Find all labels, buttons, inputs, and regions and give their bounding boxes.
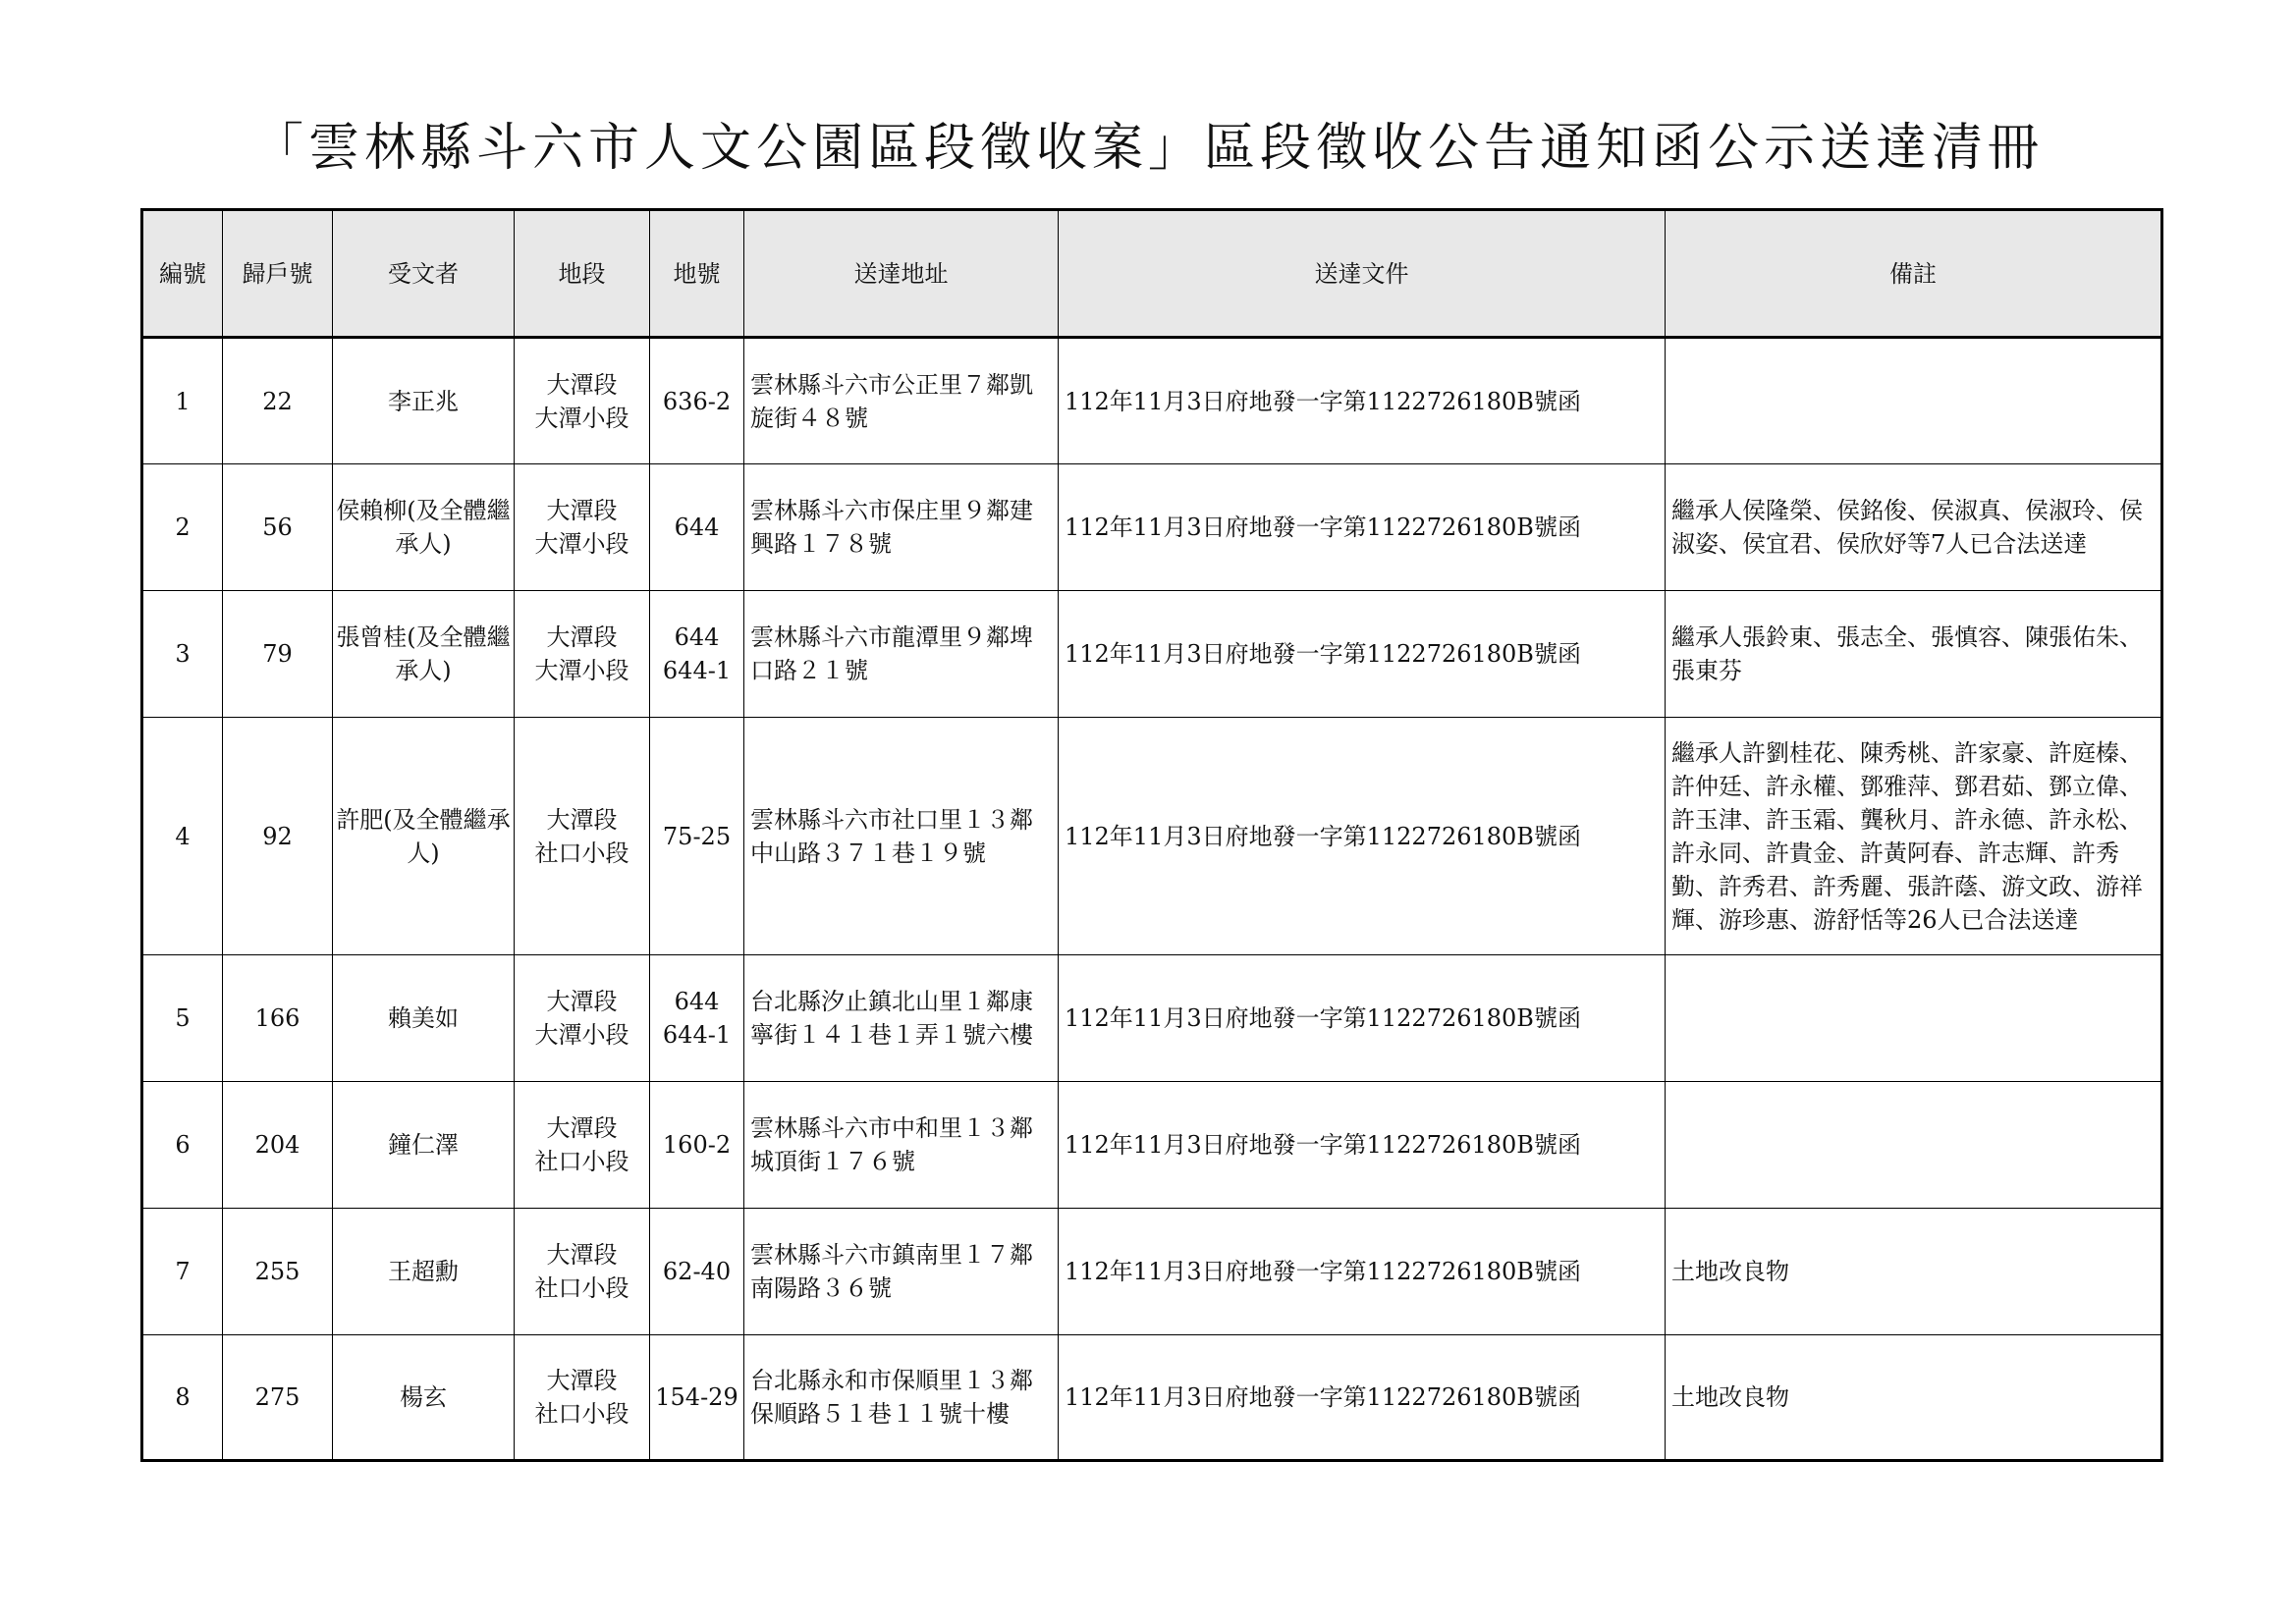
subsection-name: 社口小段 xyxy=(534,1148,629,1175)
cell-household: 275 xyxy=(223,1335,333,1461)
lot-number: 644-1 xyxy=(662,657,732,684)
cell-document: 112年11月3日府地發一字第1122726180B號函 xyxy=(1059,1209,1666,1335)
subsection-name: 大潭小段 xyxy=(534,657,629,684)
cell-lot xyxy=(650,1209,744,1335)
cell-lot xyxy=(650,1082,744,1209)
cell-remarks xyxy=(1666,338,2162,464)
lot-number: 75-25 xyxy=(662,822,732,850)
cell-no: 5 xyxy=(142,955,223,1082)
section-name: 大潭段 xyxy=(546,497,618,524)
lot-number: 644 xyxy=(674,514,720,541)
section-name: 大潭段 xyxy=(546,1114,618,1142)
section-name: 大潭段 xyxy=(546,988,618,1015)
cell-lot xyxy=(650,591,744,718)
cell-household: 166 xyxy=(223,955,333,1082)
cell-no: 4 xyxy=(142,718,223,955)
section-name: 大潭段 xyxy=(546,1367,618,1394)
cell-no: 3 xyxy=(142,591,223,718)
cell-address: 雲林縣斗六市公正里７鄰凱旋街４８號 xyxy=(744,338,1059,464)
cell-recipient: 許肥(及全體繼承人) xyxy=(333,718,515,955)
cell-document: 112年11月3日府地發一字第1122726180B號函 xyxy=(1059,1335,1666,1461)
cell-document: 112年11月3日府地發一字第1122726180B號函 xyxy=(1059,591,1666,718)
cell-remarks: 繼承人侯隆榮、侯銘俊、侯淑真、侯淑玲、侯淑姿、侯宜君、侯欣妤等7人已合法送達 xyxy=(1666,464,2162,591)
lot-number: 160-2 xyxy=(662,1131,732,1159)
header-lot: 地號 xyxy=(650,210,744,338)
cell-document: 112年11月3日府地發一字第1122726180B號函 xyxy=(1059,1082,1666,1209)
subsection-name: 社口小段 xyxy=(534,1274,629,1302)
cell-section xyxy=(515,955,650,1082)
delivery-roster-table xyxy=(140,208,2163,1462)
cell-no: 2 xyxy=(142,464,223,591)
cell-section xyxy=(515,1335,650,1461)
cell-lot xyxy=(650,1335,744,1461)
section-name: 大潭段 xyxy=(546,370,618,399)
header-document: 送達文件 xyxy=(1059,210,1666,338)
table-row xyxy=(142,1209,2162,1335)
cell-address: 台北縣永和市保順里１３鄰保順路５１巷１１號十樓 xyxy=(744,1335,1059,1461)
header-section: 地段 xyxy=(515,210,650,338)
cell-lot xyxy=(650,338,744,464)
cell-address: 台北縣汐止鎮北山里１鄰康寧街１４１巷１弄１號六樓 xyxy=(744,955,1059,1082)
section-name: 大潭段 xyxy=(546,623,618,651)
cell-household: 204 xyxy=(223,1082,333,1209)
cell-section xyxy=(515,718,650,955)
cell-no: 8 xyxy=(142,1335,223,1461)
lot-number: 644 xyxy=(674,988,720,1015)
lot-number: 644-1 xyxy=(662,1021,732,1049)
cell-remarks: 繼承人許劉桂花、陳秀桃、許家豪、許庭榛、許仲廷、許永權、鄧雅萍、鄧君茹、鄧立偉、許玉津、許玉霜、龔秋月、許永德、許永松、許永同、許貴金、許黃阿春、許志輝、許秀勤、許秀君、許秀麗、張許蔭、游文政、游祥輝、游珍惠、游舒恬等26人已合法送達 xyxy=(1666,718,2162,955)
section-name: 大潭段 xyxy=(546,1241,618,1269)
cell-document: 112年11月3日府地發一字第1122726180B號函 xyxy=(1059,718,1666,955)
cell-remarks xyxy=(1666,955,2162,1082)
cell-recipient: 侯賴柳(及全體繼承人) xyxy=(333,464,515,591)
cell-lot xyxy=(650,464,744,591)
cell-document: 112年11月3日府地發一字第1122726180B號函 xyxy=(1059,464,1666,591)
table-row xyxy=(142,718,2162,955)
lot-number: 636-2 xyxy=(662,387,732,415)
cell-section xyxy=(515,591,650,718)
table-row xyxy=(142,955,2162,1082)
cell-household: 22 xyxy=(223,338,333,464)
header-remarks: 備註 xyxy=(1666,210,2162,338)
cell-recipient: 賴美如 xyxy=(333,955,515,1082)
cell-lot xyxy=(650,955,744,1082)
cell-section xyxy=(515,1209,650,1335)
cell-document: 112年11月3日府地發一字第1122726180B號函 xyxy=(1059,338,1666,464)
cell-document: 112年11月3日府地發一字第1122726180B號函 xyxy=(1059,955,1666,1082)
cell-section xyxy=(515,338,650,464)
section-name: 大潭段 xyxy=(546,805,618,834)
cell-remarks xyxy=(1666,1082,2162,1209)
table-row xyxy=(142,1335,2162,1461)
table-row xyxy=(142,338,2162,464)
cell-remarks: 土地改良物 xyxy=(1666,1335,2162,1461)
table-row xyxy=(142,464,2162,591)
subsection-name: 社口小段 xyxy=(534,839,629,867)
cell-address: 雲林縣斗六市社口里１３鄰中山路３７１巷１９號 xyxy=(744,718,1059,955)
lot-number: 154-29 xyxy=(655,1383,738,1411)
cell-section xyxy=(515,1082,650,1209)
cell-address: 雲林縣斗六市龍潭里９鄰埤口路２１號 xyxy=(744,591,1059,718)
lot-number: 62-40 xyxy=(662,1258,732,1285)
cell-no: 6 xyxy=(142,1082,223,1209)
cell-address: 雲林縣斗六市中和里１３鄰城頂街１７６號 xyxy=(744,1082,1059,1209)
header-recipient: 受文者 xyxy=(333,210,515,338)
header-row xyxy=(142,210,2162,338)
cell-household: 92 xyxy=(223,718,333,955)
cell-household: 79 xyxy=(223,591,333,718)
cell-recipient: 王超勳 xyxy=(333,1209,515,1335)
table-row xyxy=(142,1082,2162,1209)
cell-lot xyxy=(650,718,744,955)
cell-recipient: 李正兆 xyxy=(333,338,515,464)
header-no: 編號 xyxy=(142,210,223,338)
cell-recipient: 鐘仁澤 xyxy=(333,1082,515,1209)
cell-no: 1 xyxy=(142,338,223,464)
header-address: 送達地址 xyxy=(744,210,1059,338)
page-title: 「雲林縣斗六市人文公園區段徵收案」區段徵收公告通知函公示送達清冊 xyxy=(251,119,2044,178)
cell-remarks: 土地改良物 xyxy=(1666,1209,2162,1335)
cell-remarks: 繼承人張鈴東、張志全、張慎容、陳張佑朱、張東芬 xyxy=(1666,591,2162,718)
cell-no: 7 xyxy=(142,1209,223,1335)
subsection-name: 大潭小段 xyxy=(534,530,629,558)
subsection-name: 社口小段 xyxy=(534,1400,629,1428)
cell-recipient: 楊玄 xyxy=(333,1335,515,1461)
cell-section xyxy=(515,464,650,591)
cell-recipient: 張曾桂(及全體繼承人) xyxy=(333,591,515,718)
cell-address: 雲林縣斗六市鎮南里１７鄰南陽路３６號 xyxy=(744,1209,1059,1335)
subsection-name: 大潭小段 xyxy=(534,404,629,432)
subsection-name: 大潭小段 xyxy=(534,1021,629,1049)
lot-number: 644 xyxy=(674,623,720,651)
header-household: 歸戶號 xyxy=(223,210,333,338)
cell-address: 雲林縣斗六市保庄里９鄰建興路１７８號 xyxy=(744,464,1059,591)
table-row xyxy=(142,591,2162,718)
cell-household: 56 xyxy=(223,464,333,591)
cell-household: 255 xyxy=(223,1209,333,1335)
